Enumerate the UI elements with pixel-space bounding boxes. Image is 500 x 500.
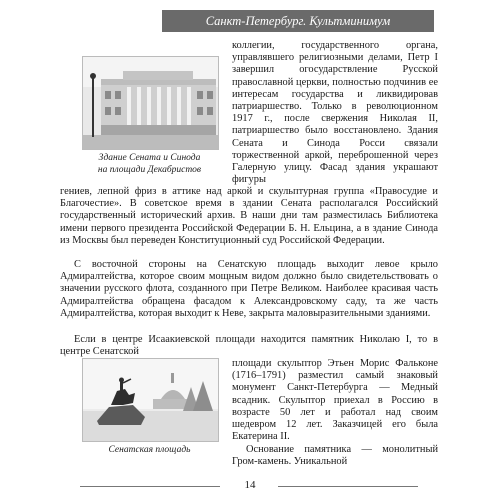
paragraph-2-text: С восточной стороны на Сенатскую площадь выходит левое крыло Адмиралтейства, которое своим мощным видом должно было свидетельствовать о значении русского флота, созданного при Петре Великом. Наиболее красивая часть Адмиралтейства обращена фасадом к Александровскому саду, та же часть Адмиралтейства, которая выходит к Неве, закрыта маловыразительными зданиями.: [60, 259, 438, 319]
paragraph-1-right: [232, 40, 438, 186]
paragraph-1-right-text: коллегии, государственного органа, управлявшего религиозными делами, Петр I завершил огосударствление Русской православной церкви, полностью подчинив ее интересам государства и ликвидировав патриаршество. Только в революционном 1917 г., после свержения Николая II, патриаршество было восстановлено. Здания Сената и Синода Росси связали торжественной аркой, переброшенной через Галерную улицу. Фасад здания украшают фигуры: [232, 40, 438, 186]
paragraph-4-right: [232, 444, 438, 468]
senate-square-photo: [82, 358, 219, 442]
page-number: 14: [244, 479, 256, 491]
paragraph-2: [60, 259, 438, 320]
figure-caption-1-line1: Здание Сената и Синода: [98, 153, 201, 163]
senate-synod-photo: [82, 56, 219, 150]
paragraph-3-full-text: Если в центре Исаакиевской площади находится памятник Николаю I, то в центре Сенатской: [60, 334, 438, 358]
paragraph-3-right-text: площади скульптор Этьен Морис Фальконе (1716–1791) разместил самый знаковый монумент Санкт-Петербурга — Медный всадник. Скульптор приехал в Россию в возрасте 50 лет и работал над своим шедевром 12 лет. Заказчицей его была Екатерина II.: [232, 358, 438, 443]
figure-caption-2: [82, 444, 217, 456]
paragraph-1-full-text: гениев, лепной фриз в аттике над аркой и скульптурная группа «Правосудие и Благочестие». В советское время в здании Сената располагался Российский государственный исторический архив. В наши дни там разместилась Библиотека имени первого президента Российской Федерации Б. Н. Ельцина, а в здание Синода из Москвы был переведен Конституционный суд Российской Федерации.: [60, 186, 438, 246]
paragraph-4-right-text: Основание памятника — монолитный Гром-камень. Уникальной: [232, 444, 438, 468]
paragraph-1-full: [60, 186, 438, 247]
paragraph-3-full: [60, 334, 438, 358]
paragraph-3-right: [232, 358, 438, 443]
figure-caption-1-line2: на площади Декабристов: [97, 165, 202, 175]
running-header-title: Санкт-Петербург. Культминимум: [205, 13, 391, 28]
running-header: [162, 10, 434, 32]
figure-caption-1: [82, 152, 217, 176]
figure-caption-2-text: Сенатская площадь: [108, 445, 191, 455]
page-body: [60, 38, 440, 478]
